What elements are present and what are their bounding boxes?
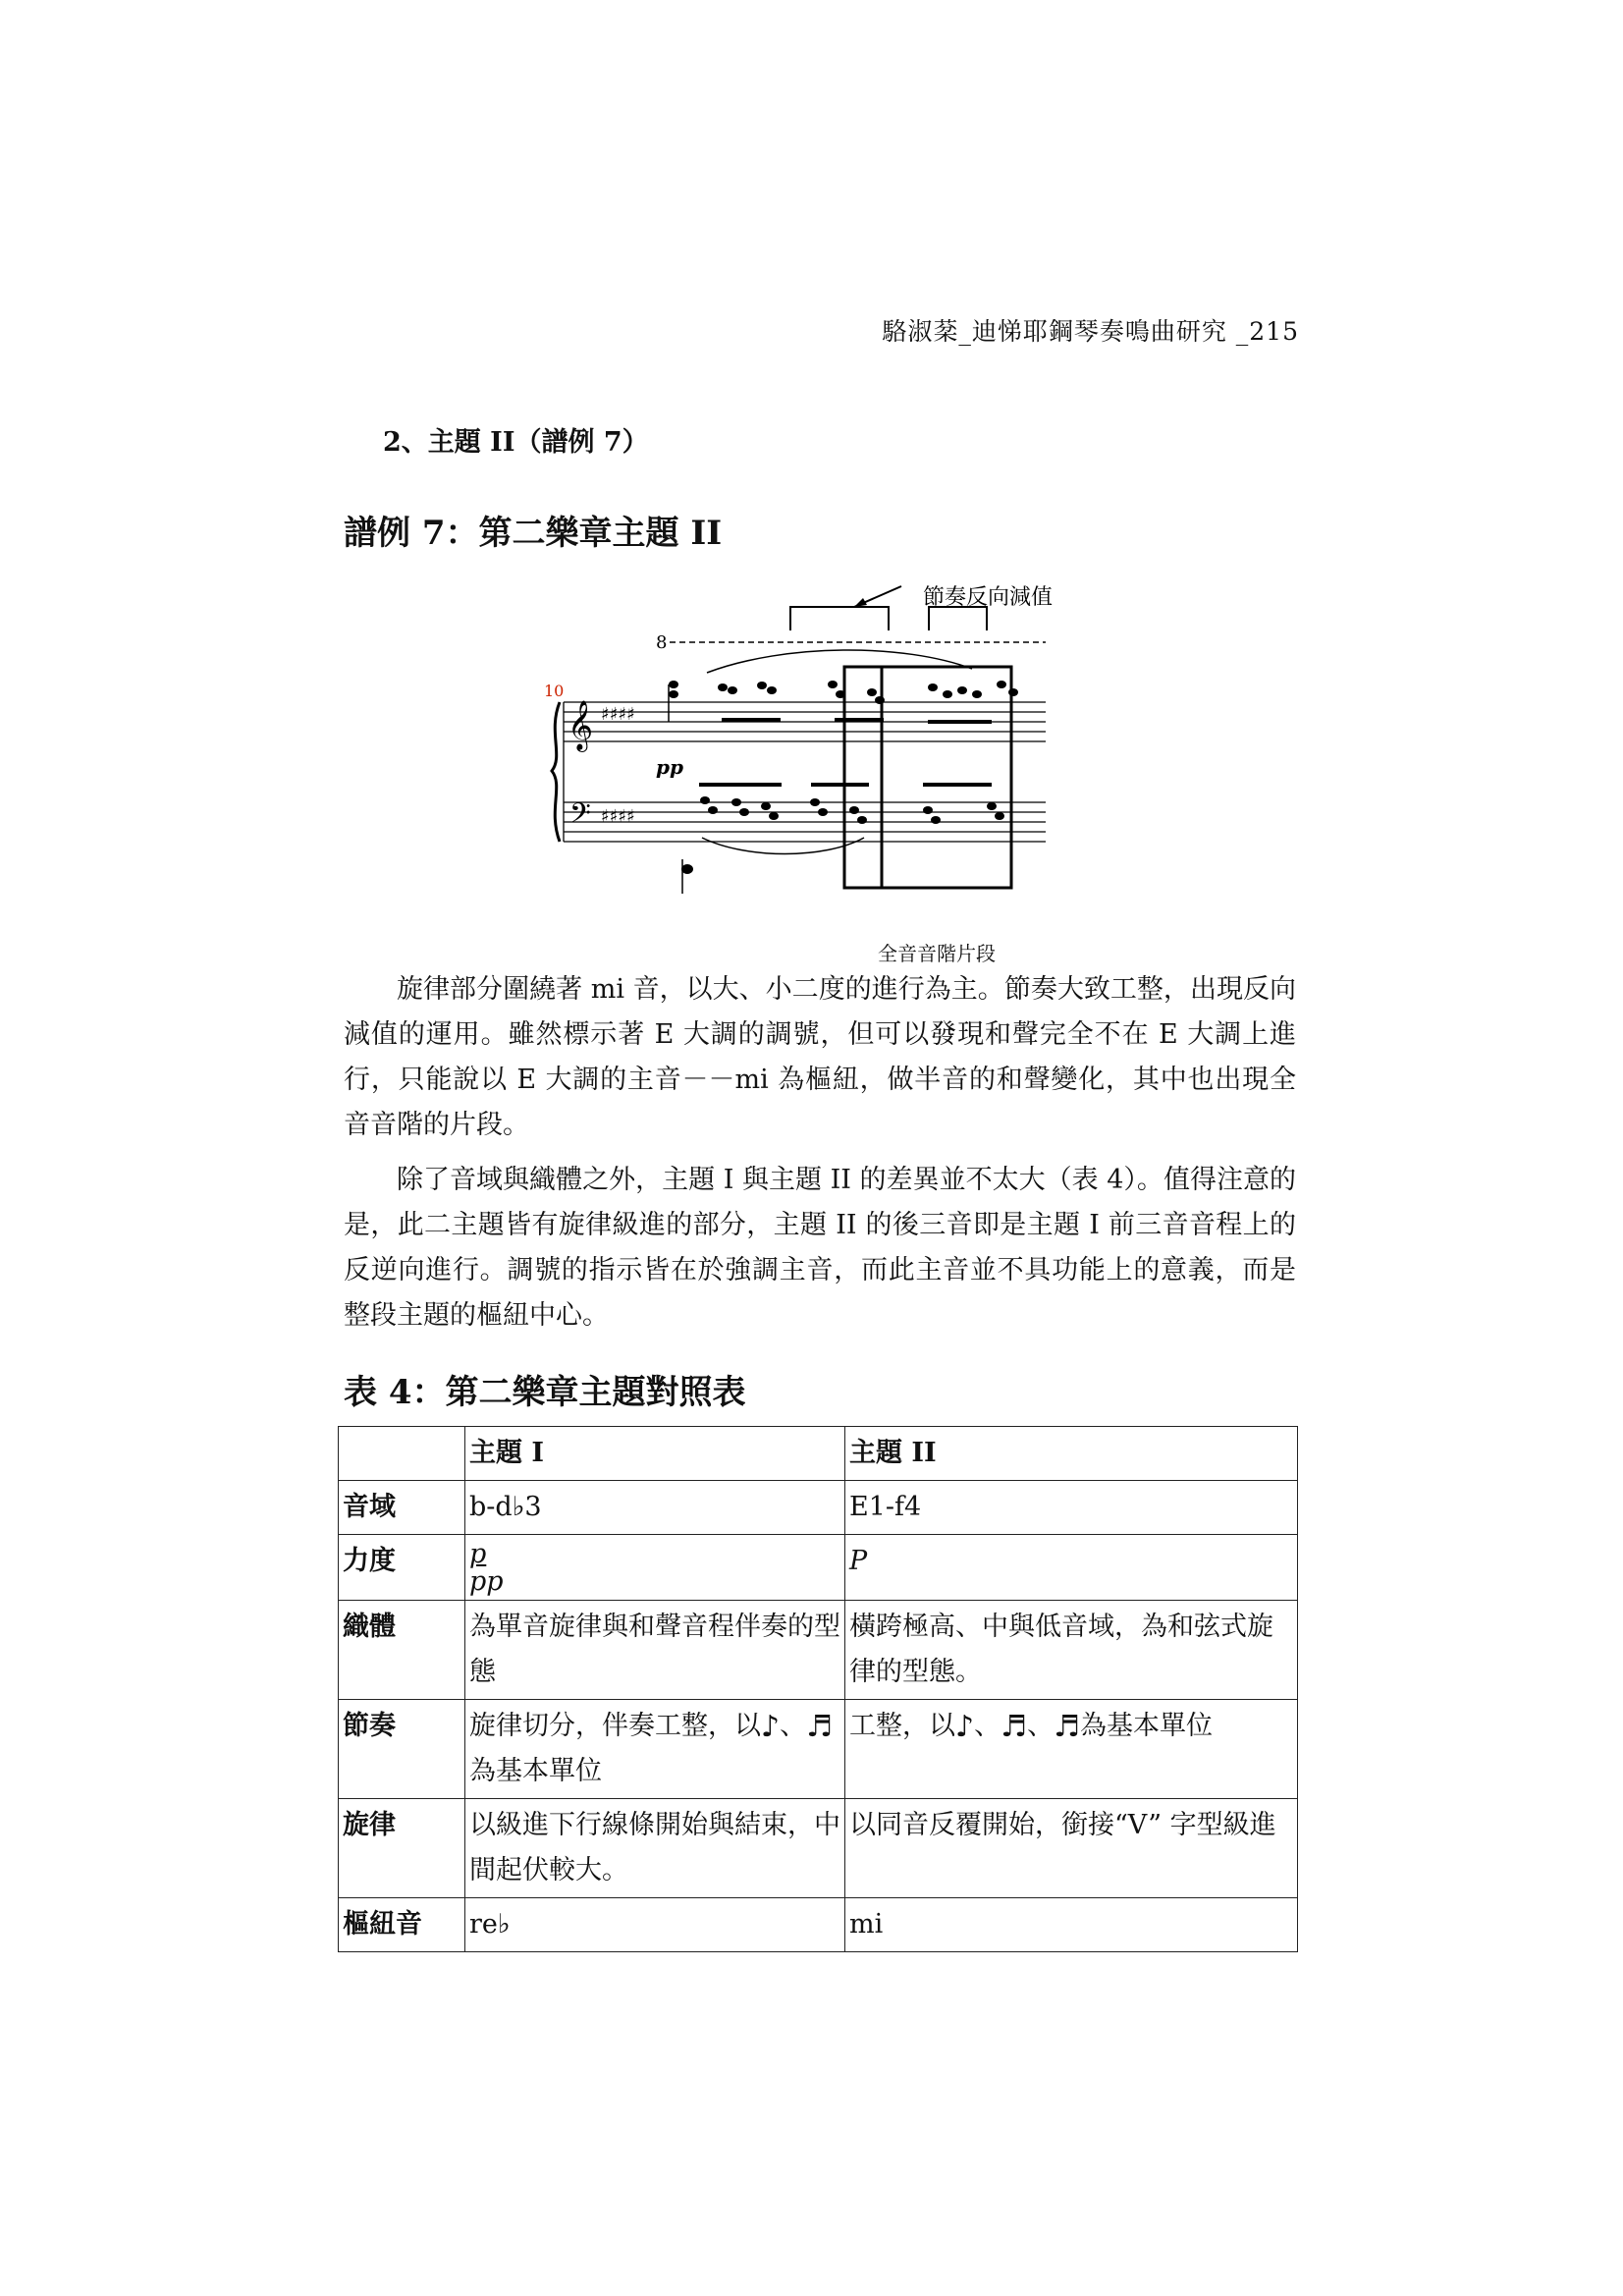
row-label: 節奏 [339, 1700, 465, 1799]
header-empty [339, 1427, 465, 1481]
score-annotation-top: 節奏反向減值 [923, 585, 1054, 610]
whole-tone-box [844, 667, 1011, 888]
svg-text:♯♯♯♯: ♯♯♯♯ [601, 704, 635, 725]
text: 、 [1027, 1711, 1055, 1741]
row-label: 音域 [339, 1481, 465, 1535]
cell-theme-1: re♭ [465, 1898, 845, 1952]
paragraph-2: 除了音域與織體之外，主題 I 與主題 II 的差異並不太大（表 4）。值得注意的是，此二主題皆有旋律級進的部分，主題 II 的後三音即是主題 I 前三音音程上的反逆向進行。調號的指示皆在於強調主音，而此主音並不具功能上的意義，而是整段主題的樞紐中心。 [344, 1165, 1296, 1331]
svg-text:𝄞: 𝄞 [568, 700, 594, 750]
eighth-note-icon: ♪ [761, 1710, 781, 1744]
example-caption: 譜例 7：第二樂章主題 II [344, 514, 723, 553]
dynamic-p: p [469, 1539, 487, 1569]
cell-theme-2: mi [845, 1898, 1298, 1952]
running-head: 駱淑棻_迪悌耶鋼琴奏鳴曲研究 _215 [882, 317, 1299, 346]
header-theme-2: 主題 II [845, 1427, 1298, 1481]
cell-theme-2 [845, 1535, 1298, 1601]
comparison-table [338, 1426, 1298, 1952]
table-row [339, 1601, 1298, 1700]
text: 、 [974, 1711, 1001, 1741]
bass-staff [564, 802, 1046, 842]
svg-text:♯♯♯♯: ♯♯♯♯ [601, 806, 635, 827]
table-row [339, 1898, 1298, 1952]
cell-theme-1: 以級進下行線條開始與結束，中間起伏較大。 [465, 1799, 845, 1898]
cell-theme-2: 橫跨極高、中與低音域，為和弦式旋律的型態。 [845, 1601, 1298, 1700]
score-annotation-bottom: 全音音階片段 [878, 942, 996, 965]
header-theme-1: 主題 I [465, 1427, 845, 1481]
text: 、 [780, 1711, 807, 1741]
table-caption: 表 4：第二樂章主題對照表 [344, 1373, 746, 1412]
score-excerpt [530, 574, 1080, 957]
cell-theme-1 [465, 1535, 845, 1601]
table-row [339, 1799, 1298, 1898]
paragraph-1: 旋律部分圍繞著 mi 音，以大、小二度的進行為主。節奏大致工整，出現反向減值的運用。雖然標示著 E 大調的調號，但可以發現和聲完全不在 E 大調上進行，只能說以 E 大調的主音－－mi 為樞紐，做半音的和聲變化，其中也出現全音音階的片段。 [344, 974, 1296, 1140]
table-row [339, 1481, 1298, 1535]
table-row [339, 1700, 1298, 1799]
cell-theme-1: 為單音旋律與和聲音程伴奏的型態 [465, 1601, 845, 1700]
cell-theme-2 [845, 1700, 1298, 1799]
table-row [339, 1535, 1298, 1601]
cell-theme-1: b-d♭3 [465, 1481, 845, 1535]
svg-text:𝄢: 𝄢 [569, 797, 591, 837]
measure-number: 10 [544, 682, 565, 700]
cell-theme-2: 以同音反覆開始，銜接“V” 字型級進 [845, 1799, 1298, 1898]
dynamic-pp: pp [469, 1566, 504, 1597]
table-header-row [339, 1427, 1298, 1481]
text: 為基本單位 [1079, 1711, 1213, 1741]
octave-mark: 8 [656, 632, 668, 653]
eighth-note-icon: ♪ [955, 1710, 975, 1744]
text: 工整，以 [849, 1711, 955, 1741]
cell-theme-2: E1-f4 [845, 1481, 1298, 1535]
sixteenth-note-icon: ♬ [1001, 1710, 1028, 1744]
dynamic-mark: pp [656, 755, 683, 779]
sixteenth-note-icon: ♬ [806, 1710, 834, 1744]
row-label: 樞紐音 [339, 1898, 465, 1952]
text: 為基本單位 [469, 1756, 602, 1786]
row-label: 織體 [339, 1601, 465, 1700]
body-paragraphs [344, 967, 1296, 1339]
section-heading: 2、主題 II（譜例 7） [383, 427, 649, 458]
cell-theme-1 [465, 1700, 845, 1799]
text: 旋律切分，伴奏工整，以 [469, 1711, 761, 1741]
dynamic-P: P [849, 1546, 868, 1576]
thirtysecond-note-icon: ♬ [1054, 1710, 1080, 1744]
row-label: 旋律 [339, 1799, 465, 1898]
row-label: 力度 [339, 1535, 465, 1601]
